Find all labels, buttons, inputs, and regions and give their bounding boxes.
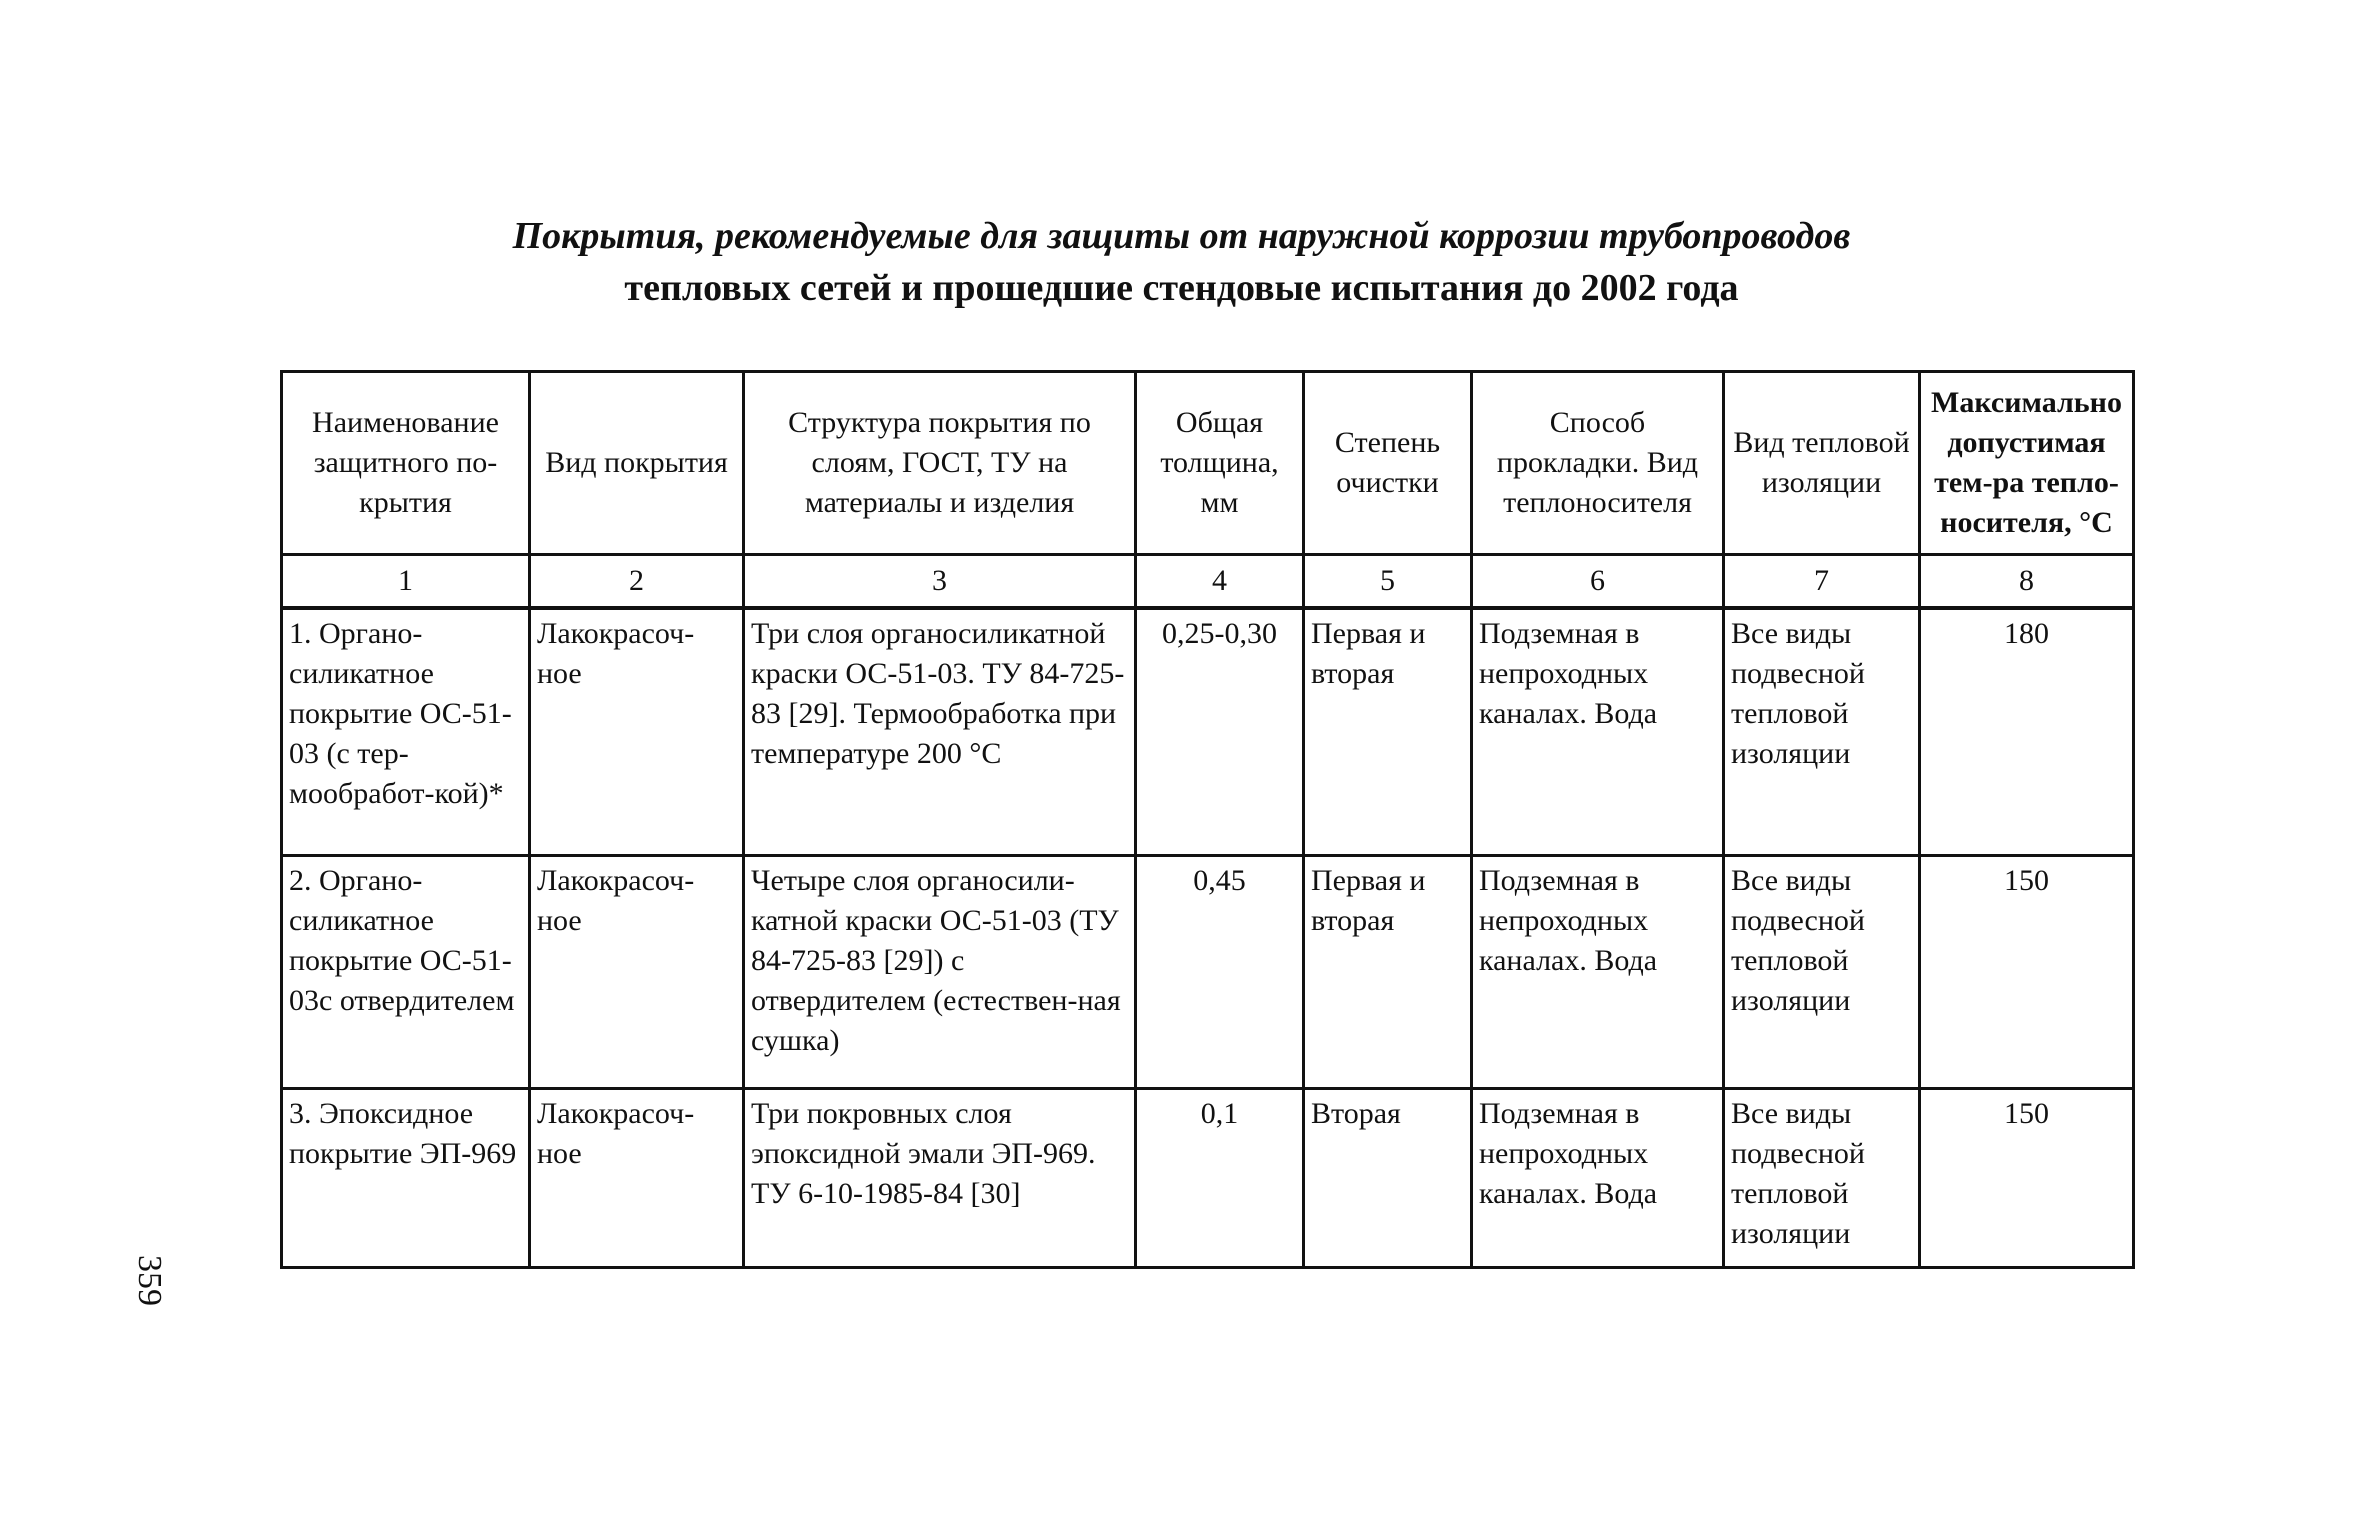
table-row xyxy=(282,856,2134,1089)
header-cell: Степень очистки xyxy=(1304,372,1472,555)
title-line-2: тепловых сетей и прошедшие стендовые испытания до 2002 года xyxy=(624,267,1739,309)
cell-structure: Три покровных слоя эпоксидной эмали ЭП-969. ТУ 6-10-1985-84 [30] xyxy=(744,1089,1136,1268)
table-header-row xyxy=(282,372,2134,555)
cell-insulation: Все виды подвесной тепловой изоляции xyxy=(1724,856,1920,1089)
header-cell: Наименование защитного по-крытия xyxy=(282,372,530,555)
cell-insulation: Все виды подвесной тепловой изоляции xyxy=(1724,1089,1920,1268)
page-number: 359 xyxy=(131,1255,168,1306)
table-row xyxy=(282,608,2134,856)
cell-coating-type: Лакокрасоч-ное xyxy=(530,856,744,1089)
cell-thickness: 0,25-0,30 xyxy=(1136,608,1304,856)
column-number: 7 xyxy=(1724,555,1920,609)
column-number: 6 xyxy=(1472,555,1724,609)
cell-structure: Три слоя органосиликатной краски ОС-51-03. ТУ 84-725-83 [29]. Термообработка при температуре 200 °С xyxy=(744,608,1136,856)
cell-cleaning: Первая и вторая xyxy=(1304,856,1472,1089)
column-number: 3 xyxy=(744,555,1136,609)
document-title xyxy=(0,210,2363,314)
cell-insulation: Все виды подвесной тепловой изоляции xyxy=(1724,608,1920,856)
column-number: 2 xyxy=(530,555,744,609)
header-cell: Вид тепловой изоляции xyxy=(1724,372,1920,555)
cell-coating-name: 3. Эпоксидное покрытие ЭП-969 xyxy=(282,1089,530,1268)
column-number: 1 xyxy=(282,555,530,609)
cell-cleaning: Первая и вторая xyxy=(1304,608,1472,856)
header-cell: Вид покрытия xyxy=(530,372,744,555)
cell-coating-name: 2. Органо-силикатное покрытие ОС-51-03с отвердителем xyxy=(282,856,530,1089)
column-number: 5 xyxy=(1304,555,1472,609)
header-cell: Общая толщина, мм xyxy=(1136,372,1304,555)
header-cell: Максимально допустимая тем-ра тепло-носителя, °С xyxy=(1920,372,2134,555)
cell-thickness: 0,45 xyxy=(1136,856,1304,1089)
cell-laying: Подземная в непроходных каналах. Вода xyxy=(1472,1089,1724,1268)
cell-max-temp: 150 xyxy=(1920,1089,2134,1268)
column-number: 4 xyxy=(1136,555,1304,609)
cell-max-temp: 180 xyxy=(1920,608,2134,856)
cell-coating-type: Лакокрасоч-ное xyxy=(530,1089,744,1268)
header-cell: Структура покрытия по слоям, ГОСТ, ТУ на материалы и изделия xyxy=(744,372,1136,555)
column-number-row xyxy=(282,555,2134,609)
cell-coating-type: Лакокрасоч-ное xyxy=(530,608,744,856)
cell-structure: Четыре слоя органосили-катной краски ОС-51-03 (ТУ 84-725-83 [29]) с отвердителем (естествен-ная сушка) xyxy=(744,856,1136,1089)
cell-coating-name: 1. Органо-силикатное покрытие ОС-51-03 (с тер-мообработ-кой)* xyxy=(282,608,530,856)
cell-max-temp: 150 xyxy=(1920,856,2134,1089)
coatings-table xyxy=(280,370,2135,1269)
cell-laying: Подземная в непроходных каналах. Вода xyxy=(1472,856,1724,1089)
table-row xyxy=(282,1089,2134,1268)
cell-thickness: 0,1 xyxy=(1136,1089,1304,1268)
title-line-1: Покрытия, рекомендуемые для защиты от наружной коррозии трубопроводов xyxy=(512,215,1851,257)
header-cell: Способ прокладки. Вид теплоносителя xyxy=(1472,372,1724,555)
cell-laying: Подземная в непроходных каналах. Вода xyxy=(1472,608,1724,856)
column-number: 8 xyxy=(1920,555,2134,609)
cell-cleaning: Вторая xyxy=(1304,1089,1472,1268)
